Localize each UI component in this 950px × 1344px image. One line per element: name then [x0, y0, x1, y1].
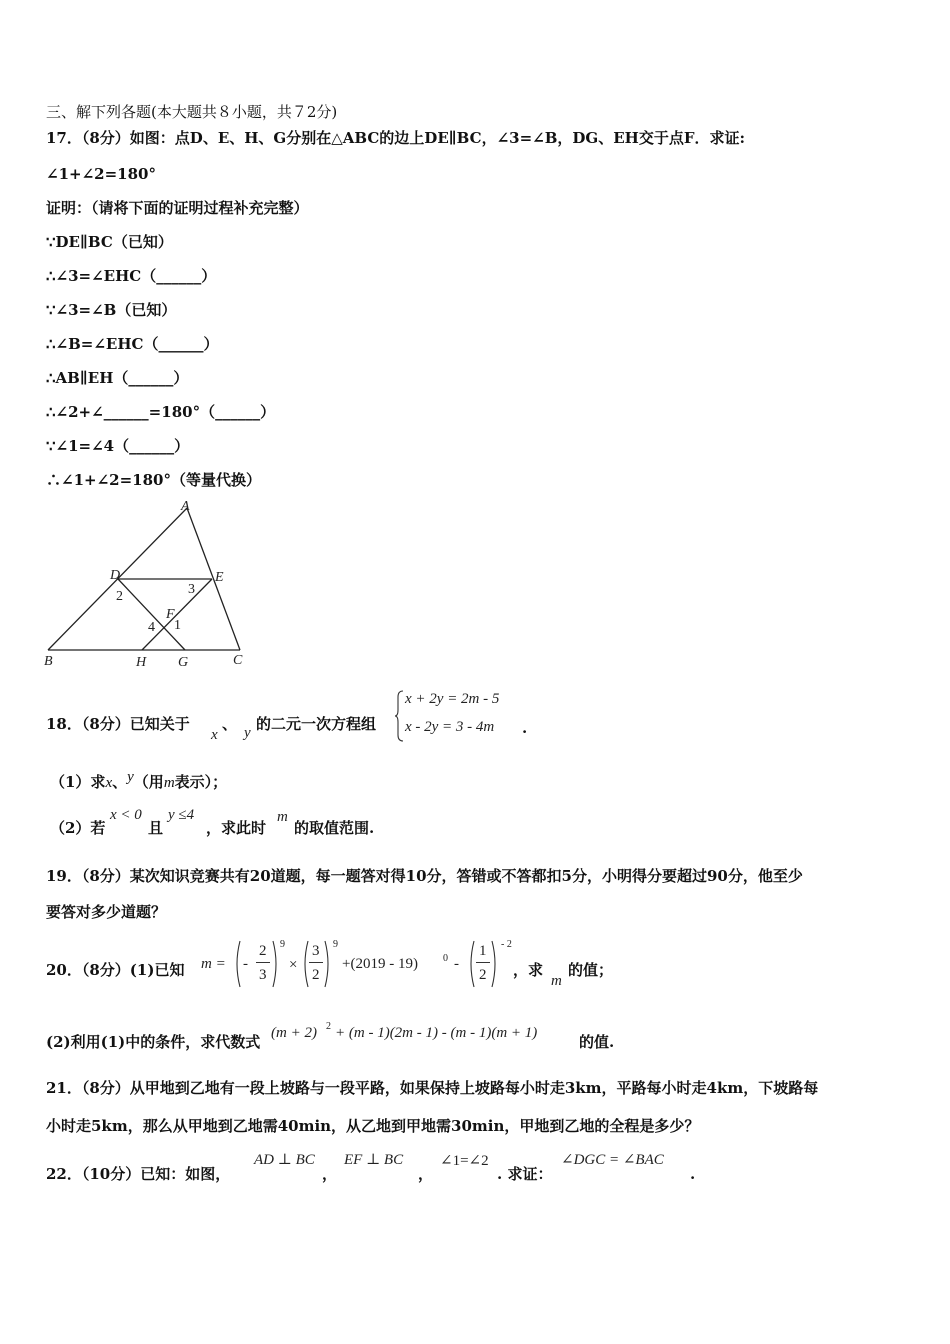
fraction-num: 3 — [312, 943, 320, 959]
q21-line2: 小时走5km，那么从甲地到乙地需40min，从乙地到甲地需30min，甲地到乙地的全程是多少？ — [46, 1117, 700, 1135]
q18-eq-end: . — [522, 719, 528, 737]
q20-expr-b: + (m - 1)(2m - 1) - (m - 1)(m + 1) — [335, 1025, 538, 1041]
q22-cond1: AD ⊥ BC — [254, 1152, 315, 1168]
label-e: E — [215, 570, 224, 585]
fraction-den: 2 — [312, 967, 320, 983]
q22-cond3: ∠1=∠2 — [440, 1153, 489, 1169]
q18-var-y: y — [244, 725, 251, 741]
q20-m-var: m — [551, 973, 562, 989]
q22-end: . — [690, 1165, 696, 1183]
q18-part1: （1）求x、y（用m表示）； — [50, 769, 228, 791]
q18-part2-d: 的取值范围. — [294, 819, 375, 837]
exponent: - 2 — [501, 939, 512, 950]
q20-times: × — [289, 957, 298, 973]
q18-cond1: x < 0 — [110, 807, 142, 823]
q19-line2: 要答对多少道题？ — [46, 903, 167, 921]
angle-4: 4 — [148, 620, 155, 635]
q18-var-m: m — [277, 809, 288, 825]
triangle-figure — [40, 498, 260, 674]
segment-eh — [142, 579, 212, 650]
q17-step: ∵∠1=∠4（______） — [46, 437, 190, 455]
q17-step: ∴∠1+∠2=180°（等量代换） — [46, 471, 261, 489]
q17-step: ∵DE∥BC（已知） — [46, 233, 173, 251]
q18-suffix: 的二元一次方程组 — [256, 715, 377, 733]
q20-neg: - — [243, 956, 248, 972]
fraction-num: 1 — [479, 943, 487, 959]
label-d: D — [110, 568, 121, 583]
paren-icon — [491, 940, 499, 988]
q20-mid: ，求 — [513, 961, 544, 979]
q17-step: ∴∠2+∠______=180°（______） — [46, 403, 276, 421]
q18-sep: 、 — [222, 715, 238, 733]
exponent: 2 — [326, 1021, 331, 1032]
paren-icon — [272, 940, 280, 988]
q18-cond2: y ≤4 — [168, 807, 195, 823]
exponent: 0 — [443, 953, 448, 964]
segment-dg — [118, 579, 185, 650]
q17-line2: ∠1+∠2=180° — [46, 165, 156, 183]
q20-part2-prefix: (2)利用(1)中的条件，求代数式 — [46, 1033, 261, 1051]
q22-mid: . 求证： — [497, 1165, 553, 1183]
q20-minus: - — [454, 956, 459, 972]
paren-icon — [233, 940, 241, 988]
fraction-den: 2 — [479, 967, 487, 983]
q22-cond2: EF ⊥ BC — [344, 1152, 404, 1168]
q22-comma2: ， — [418, 1165, 434, 1183]
q20-expr-a: (m + 2) — [271, 1025, 317, 1041]
fraction-den: 3 — [259, 967, 267, 983]
paren-icon — [324, 940, 332, 988]
q17-proof-intro: 证明：（请将下面的证明过程补充完整） — [46, 199, 309, 217]
q17-step: ∴∠B=∠EHC（______） — [46, 335, 219, 353]
system-brace-icon — [394, 690, 404, 742]
angle-3: 3 — [188, 582, 195, 597]
fraction-num: 2 — [259, 943, 267, 959]
q20-m-eq: m = — [201, 956, 226, 972]
label-a: A — [181, 499, 190, 514]
label-h: H — [136, 655, 147, 670]
exponent: 9 — [280, 939, 285, 950]
section-heading: 三、解下列各题(本大题共８小题，共７2分) — [46, 103, 338, 121]
q18-eq1: x + 2y = 2m - 5 — [405, 691, 500, 707]
q17-step: ∴∠3=∠EHC（______） — [46, 267, 217, 285]
q18-eq2: x - 2y = 3 - 4m — [405, 719, 495, 735]
exponent: 9 — [333, 939, 338, 950]
q20-suffix: 的值； — [568, 961, 614, 979]
q17-step: ∴AB∥EH（______） — [46, 369, 189, 387]
label-b: B — [44, 654, 53, 669]
q18-var-x: x — [211, 727, 218, 743]
q22-goal: ∠DGC = ∠BAC — [561, 1152, 664, 1168]
q22-prefix: 22．（10分）已知：如图， — [46, 1165, 231, 1183]
q18-prefix: 18．（8分）已知关于 — [46, 715, 190, 733]
paren-icon — [467, 940, 475, 988]
angle-2: 2 — [116, 589, 123, 604]
label-c: C — [233, 653, 243, 668]
q18-part2-c: ，求此时 — [206, 819, 267, 837]
label-g: G — [178, 655, 189, 670]
q21-line1: 21．（8分）从甲地到乙地有一段上坡路与一段平路，如果保持上坡路每小时走3km，平路每小时走4km，下坡路每 — [46, 1079, 819, 1097]
q18-part2-a: （2）若 — [50, 819, 106, 837]
q18-part2-b: 且 — [148, 819, 164, 837]
q22-comma1: ， — [322, 1165, 338, 1183]
label-f: F — [166, 607, 175, 622]
fraction-bar — [309, 962, 323, 963]
fraction-bar — [256, 962, 270, 963]
q20-plus-term: +(2019 - 19) — [342, 956, 418, 972]
q17-line1: 17．（8分）如图：点D、E、H、G分别在△ABC的边上DE∥BC，∠3=∠B，DG、EH交于点F．求证: — [46, 129, 746, 147]
angle-1: 1 — [174, 618, 181, 633]
q20-part2-suffix: 的值. — [579, 1033, 615, 1051]
fraction-bar — [476, 962, 490, 963]
q19-line1: 19．（8分）某次知识竞赛共有20道题，每一题答对得10分，答错或不答都扣5分，小明得分要超过90分，他至少 — [46, 867, 803, 885]
q17-step: ∵∠3=∠B（已知） — [46, 301, 177, 319]
q20-prefix: 20．（8分）(1)已知 — [46, 961, 185, 979]
paren-icon — [301, 940, 309, 988]
